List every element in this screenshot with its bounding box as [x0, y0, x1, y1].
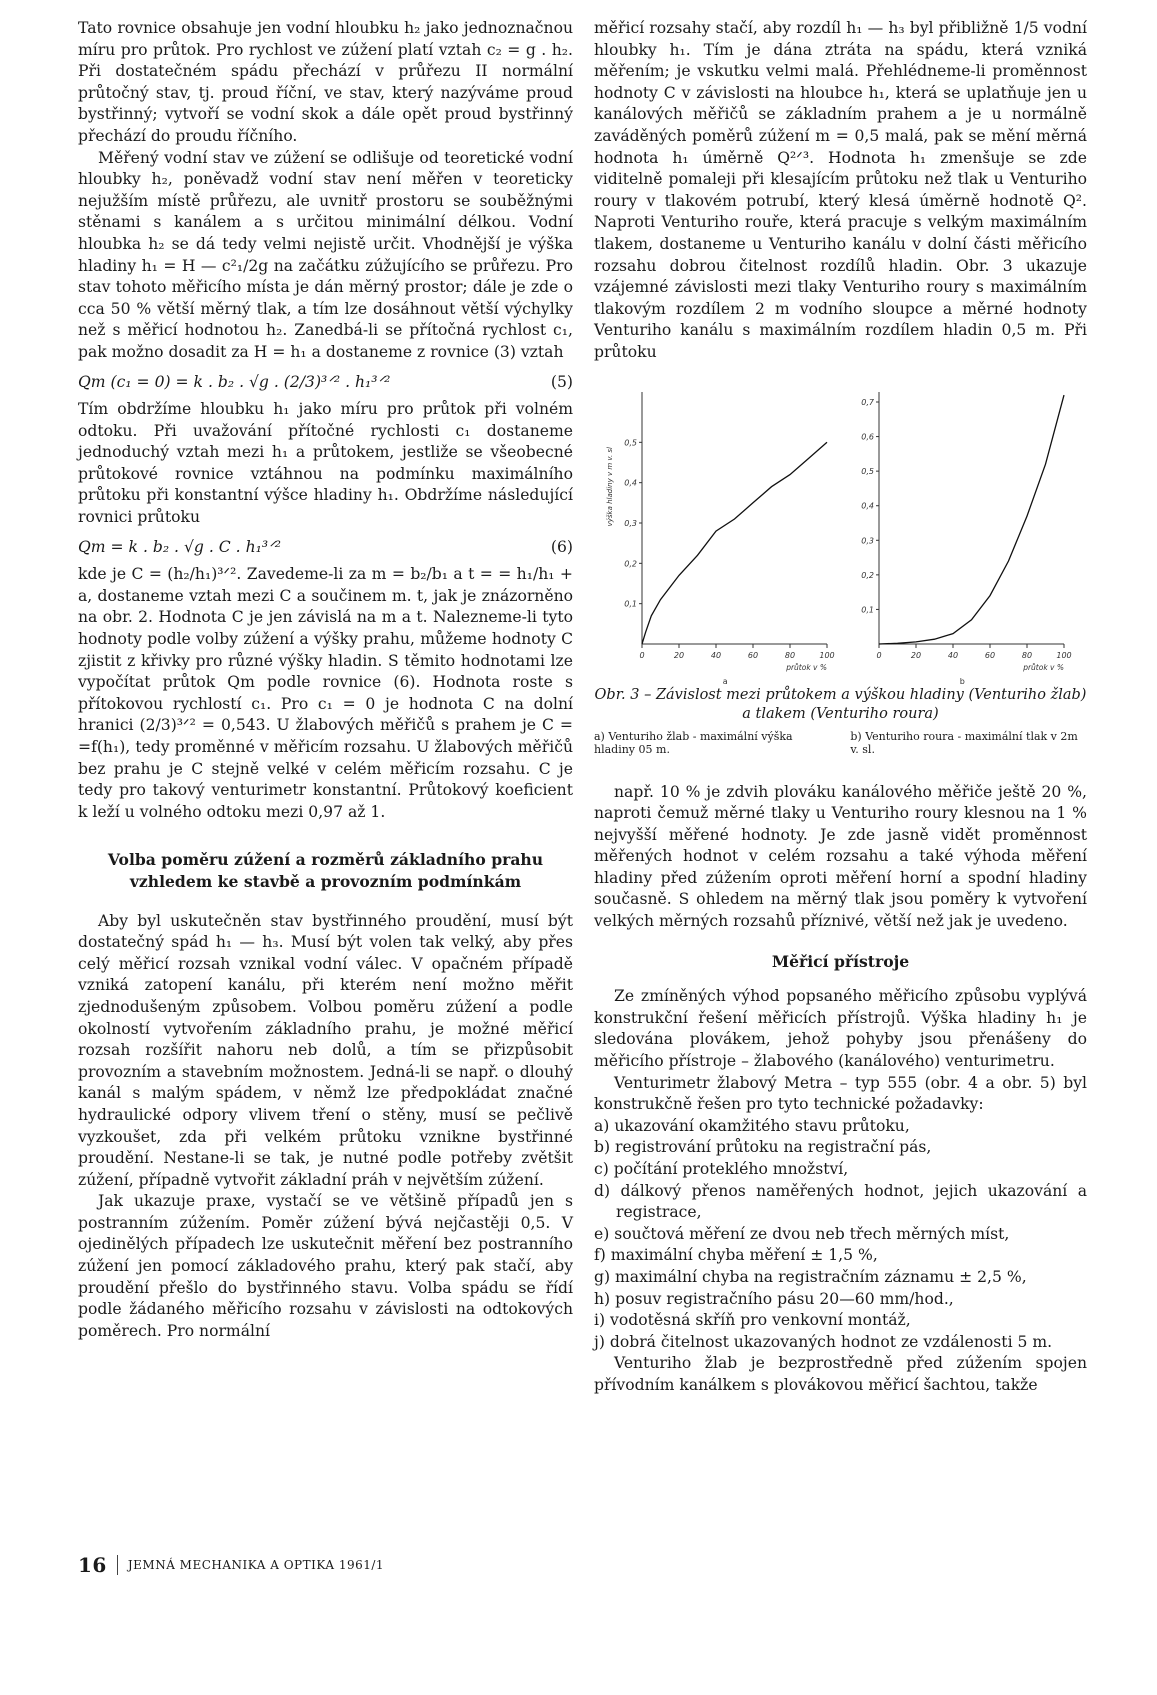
y-tick-label: 0,1: [624, 599, 637, 609]
paragraph: Venturimetr žlabový Metra – typ 555 (obr. 4 a obr. 5) byl konstrukčně řešen pro tyto technické požadavky:: [594, 1073, 1087, 1114]
figure-caption: Obr. 3 – Závislost mezi průtokem a výškou hladiny (Venturiho žlab) a tlakem (Venturiho roura): [594, 687, 1087, 723]
equation-text: Qm (c₁ = 0) = k . b₂ . √g . (2/3)³ᐟ² . h₁³ᐟ²: [78, 372, 391, 391]
paragraph: Jak ukazuje praxe, vystačí se ve většině případů jen s postranním zúžením. Poměr zúžení bývá nejčastěji 0,5. V ojedinělých případech lze uskutečnit měření bez postranního zúžení jen pomocí základového prahu, který pak stačí, aby proudění přešlo do bystřinného stavu. Volba spádu se řídí podle žádaného měřicího rozsahu v závislosti na odtokových poměrech. Pro normální: [78, 1192, 573, 1340]
y-tick-label: 0,4: [624, 478, 637, 488]
page-number: 16: [78, 1553, 107, 1577]
paragraph: měřicí rozsahy stačí, aby rozdíl h₁ — h₃ byl přibližně 1/5 vodní hloubky h₁. Tím je dána ztráta na spádu, která vzniká měřením; je vskutku velmi malá. Přehlédneme-li proměnnost hodnoty C v závislosti na hloubce h₁, která se uplatňuje jen u kanálových měřičů se základním prahem a je u normálně zaváděných poměrů zúžení m = 0,5 malá, pak se mění měrná hodnota h₁ úměrně Q²ᐟ³. Hodnota h₁ zmenšuje se zde viditelně pomaleji při klesajícím průtoku než tlak u Venturiho roury v tlakovém potrubí, který klesá úměrně hodnotě Q². Naproti Venturiho rouře, která pracuje s velkým maximálním tlakem, dostaneme u Venturiho kanálu v dolní části měřicího rozsahu dobrou čitelnost rozdílů hladin. Obr. 3 ukazuje vzájemné závislosti mezi tlaky Venturiho roury s maximálním tlakovým rozdílem 2 m vodního sloupce a měrné hodnoty Venturiho kanálu s maximálním rozdílem hladin 0,5 m. Při průtoku: [594, 19, 1087, 361]
x-tick-label: 0: [639, 650, 645, 660]
section-heading: Volba poměru zúžení a rozměrů základního prahu vzhledem ke stavbě a provozním podmínkám: [107, 850, 544, 891]
requirements-list: [594, 1116, 1087, 1354]
journal-name: JEMNÁ MECHANIKA A OPTIKA 1961/1: [127, 1558, 385, 1572]
right-column: [594, 18, 1087, 1397]
footer-divider: [117, 1555, 118, 1575]
paragraph: Měřený vodní stav ve zúžení se odlišuje od teoretické vodní hloubky h₂, poněvadž vodní stav není měřen v teoreticky nejužším místě průřezu, ale uvnitř prostoru se souběžnými stěnami s kanálem a s určitou minimální délkou. Vodní hloubka h₂ se dá tedy velmi nejistě určit. Vhodnější je výška hladiny h₁ = H — c²₁/2g na začátku zúžujícího se průřezu. Pro stav tohoto měřicího místa je dán měrný prostor; dále je zde o cca 50 % větší měrný tlak, a tím lze dosáhnout větší výchylky než s měřicí hodnotou h₂. Zanedbá-li se přítočná rychlost c₁, pak možno dosadit za H = h₁ a dostaneme z rovnice (3) vztah: [78, 148, 573, 361]
paragraph: Ze zmíněných výhod popsaného měřicího způsobu vyplývá konstrukční řešení měřicích přístrojů. Výška hladiny h₁ je sledována plovákem, jehož pohyby jsou přenášeny do měřicího přístroje – žlabového (kanálového) venturimetru.: [594, 987, 1087, 1071]
list-item: c) počítání proteklého množství,: [594, 1160, 849, 1178]
y-tick-label: 0,2: [624, 558, 637, 568]
equation-text: Qm = k . b₂ . √g . C . h₁³ᐟ²: [78, 537, 281, 556]
paragraph: Tím obdržíme hloubku h₁ jako míru pro průtok při volném odtoku. Při uvažování přítočné rychlosti c₁ dostaneme jednoduchý vztah mezi h₁ a průtokem, jestliže se všeobecné průtokové rovnice vztáhnou na podmínku maximálního průtoku při konstantní výšce hladiny h₁. Obdržíme následující rovnici průtoku: [78, 400, 573, 527]
x-tick-label: 20: [910, 650, 922, 660]
paragraph: např. 10 % je zdvih plováku kanálového měřiče ještě 20 %, naproti čemuž měrné tlaky u Venturiho roury klesnou na 1 % nejvyšší měřené hodnoty. Je zde jasně vidět proměnnost měřených hodnot v celém rozsahu a také výhoda měření hladiny před zúžením oproti měření horní a spodní hladiny současně. S ohledem na měrný tlak jsou poměry k vytvoření velkých měrných rozsahů příznivé, větší než jak je uvedeno.: [594, 782, 1087, 931]
list-item: j) dobrá čitelnost ukazovaných hodnot ze vzdálenosti 5 m.: [594, 1332, 1053, 1351]
x-tick-label: 80: [1021, 650, 1033, 660]
subcaption-a: a) Venturiho žlab - maximální výška hladiny 05 m.: [594, 730, 793, 757]
left-column: [78, 18, 573, 1342]
equation-5: [78, 372, 573, 394]
y-tick-label: 0,2: [861, 570, 874, 580]
x-axis-label: průtok v %: [786, 662, 827, 672]
list-item: h) posuv registračního pásu 20—60 mm/hod.,: [594, 1289, 954, 1308]
equation-number: (6): [550, 537, 573, 556]
list-item: a) ukazování okamžitého stavu průtoku,: [594, 1116, 910, 1135]
list-item: d) dálkový přenos naměřených hodnot, jejich ukazování a registrace,: [594, 1181, 1087, 1222]
list-item: b) registrování průtoku na registrační pás,: [594, 1138, 932, 1157]
panel-label: b: [959, 676, 965, 686]
y-tick-label: 0,3: [624, 518, 637, 528]
list-item: f) maximální chyba měření ± 1,5 %,: [594, 1246, 878, 1265]
y-tick-label: 0,3: [861, 535, 874, 545]
section-heading: Měřicí přístroje: [771, 951, 910, 971]
y-tick-label: 0,5: [861, 466, 874, 476]
equation-6: [78, 537, 573, 559]
paragraph: Aby byl uskutečněn stav bystřinného proudění, musí být dostatečný spád h₁ — h₃. Musí být volen tak velký, aby přes celý měřicí rozsah vznikal vodní válec. V opačném případě vzniká zatopení kanálu, při kterém není možno měřit zjednodušeným způsobem. Volbou poměru zúžení a podle okolností vytvořením základního prahu, je možné měřicí rozsah rozšířit nahoru neb dolů, a tím se přizpůsobit provozním a stavebním možnostem. Jedná-li se např. o dlouhý kanál s malým spádem, v němž lze předpokládat značné hydraulické odpory vlivem tření o stěny, musí se pečlivě vyzkoušet, zda při velkém průtoku vznikne bystřinné proudění. Nestane-li se tak, je nutné podle potřeby zvětšit zúžení, případně vytvořit základní práh v největším zúžení.: [78, 911, 573, 1189]
y-tick-label: 0,4: [861, 501, 874, 511]
x-tick-label: 60: [984, 650, 996, 660]
x-tick-label: 20: [673, 650, 685, 660]
x-axis-label: průtok v %: [1023, 662, 1064, 672]
x-tick-label: 0: [876, 650, 882, 660]
paragraph: Venturiho žlab je bezprostředně před zúžením spojen přívodním kanálkem s plovákovou měřicí šachtou, takže: [594, 1354, 1087, 1394]
paragraph: kde je C = (h₂/h₁)³ᐟ². Zavedeme-li za m = b₂/b₁ a t = = h₁/h₁ + a, dostaneme vztah mezi C a součinem m. t, jak je znázorněno na obr. 2. Hodnota C je jen závislá na m a t. Nalezneme-li tyto hodnoty podle volby zúžení a výšky prahu, můžeme hodnoty C zjistit z křivky pro různé výšky hladin. S těmito hodnotami lze vypočítat průtok Qm podle rovnice (6). Hodnota roste s přítokovou rychlostí c₁. Pro c₁ = 0 je hodnota C na dolní hranici (2/3)³ᐟ² = 0,543. U žlabových měřičů s prahem je C = =f(h₁), tedy proměnné v měřicím rozsahu. U žlabových měřičů bez prahu je C stejně velké v celém měřicím rozsahu. C je tedy pro takový venturimetr konstantní. Průtokový koeficient k leží u volného odtoku mezi 0,97 až 1.: [78, 565, 573, 821]
page-footer: [78, 1553, 384, 1577]
figure-3: [594, 374, 1087, 774]
x-tick-label: 60: [747, 650, 759, 660]
series-line: [642, 442, 827, 644]
equation-number: (5): [550, 372, 573, 391]
list-item: e) součtová měření ze dvou neb třech měrných míst,: [594, 1224, 1010, 1243]
y-axis-label: výška hladiny v m v. sl: [606, 446, 614, 526]
x-tick-label: 40: [710, 650, 722, 660]
series-line: [879, 395, 1064, 644]
y-tick-label: 0,1: [861, 604, 874, 614]
figure-3-charts: [594, 374, 1087, 686]
y-tick-label: 0,7: [861, 397, 874, 407]
list-item: i) vodotěsná skříň pro venkovní montáž,: [594, 1311, 911, 1330]
y-tick-label: 0,6: [861, 432, 874, 442]
panel-label: a: [722, 676, 728, 686]
subcaption-b: b) Venturiho roura - maximální tlak v 2m v. sl.: [850, 730, 1078, 757]
list-item: g) maximální chyba na registračním záznamu ± 2,5 %,: [594, 1267, 1027, 1286]
x-tick-label: 80: [784, 650, 796, 660]
paragraph: Tato rovnice obsahuje jen vodní hloubku h₂ jako jednoznačnou míru pro průtok. Pro rychlost ve zúžení platí vztah c₂ = g . h₂. Při dostatečném spádu přechází v průřezu II normální průtočný stav, tj. proud říční, ve stav, který nazýváme proud bystřinný; vytvoří se vodní skok a dále opět proud bystřinný přechází do proudu říčního.: [78, 19, 573, 145]
x-tick-label: 40: [947, 650, 959, 660]
x-tick-label: 100: [819, 650, 835, 660]
y-tick-label: 0,5: [624, 437, 637, 447]
x-tick-label: 100: [1056, 650, 1072, 660]
figure-subcaptions: [594, 730, 1087, 756]
